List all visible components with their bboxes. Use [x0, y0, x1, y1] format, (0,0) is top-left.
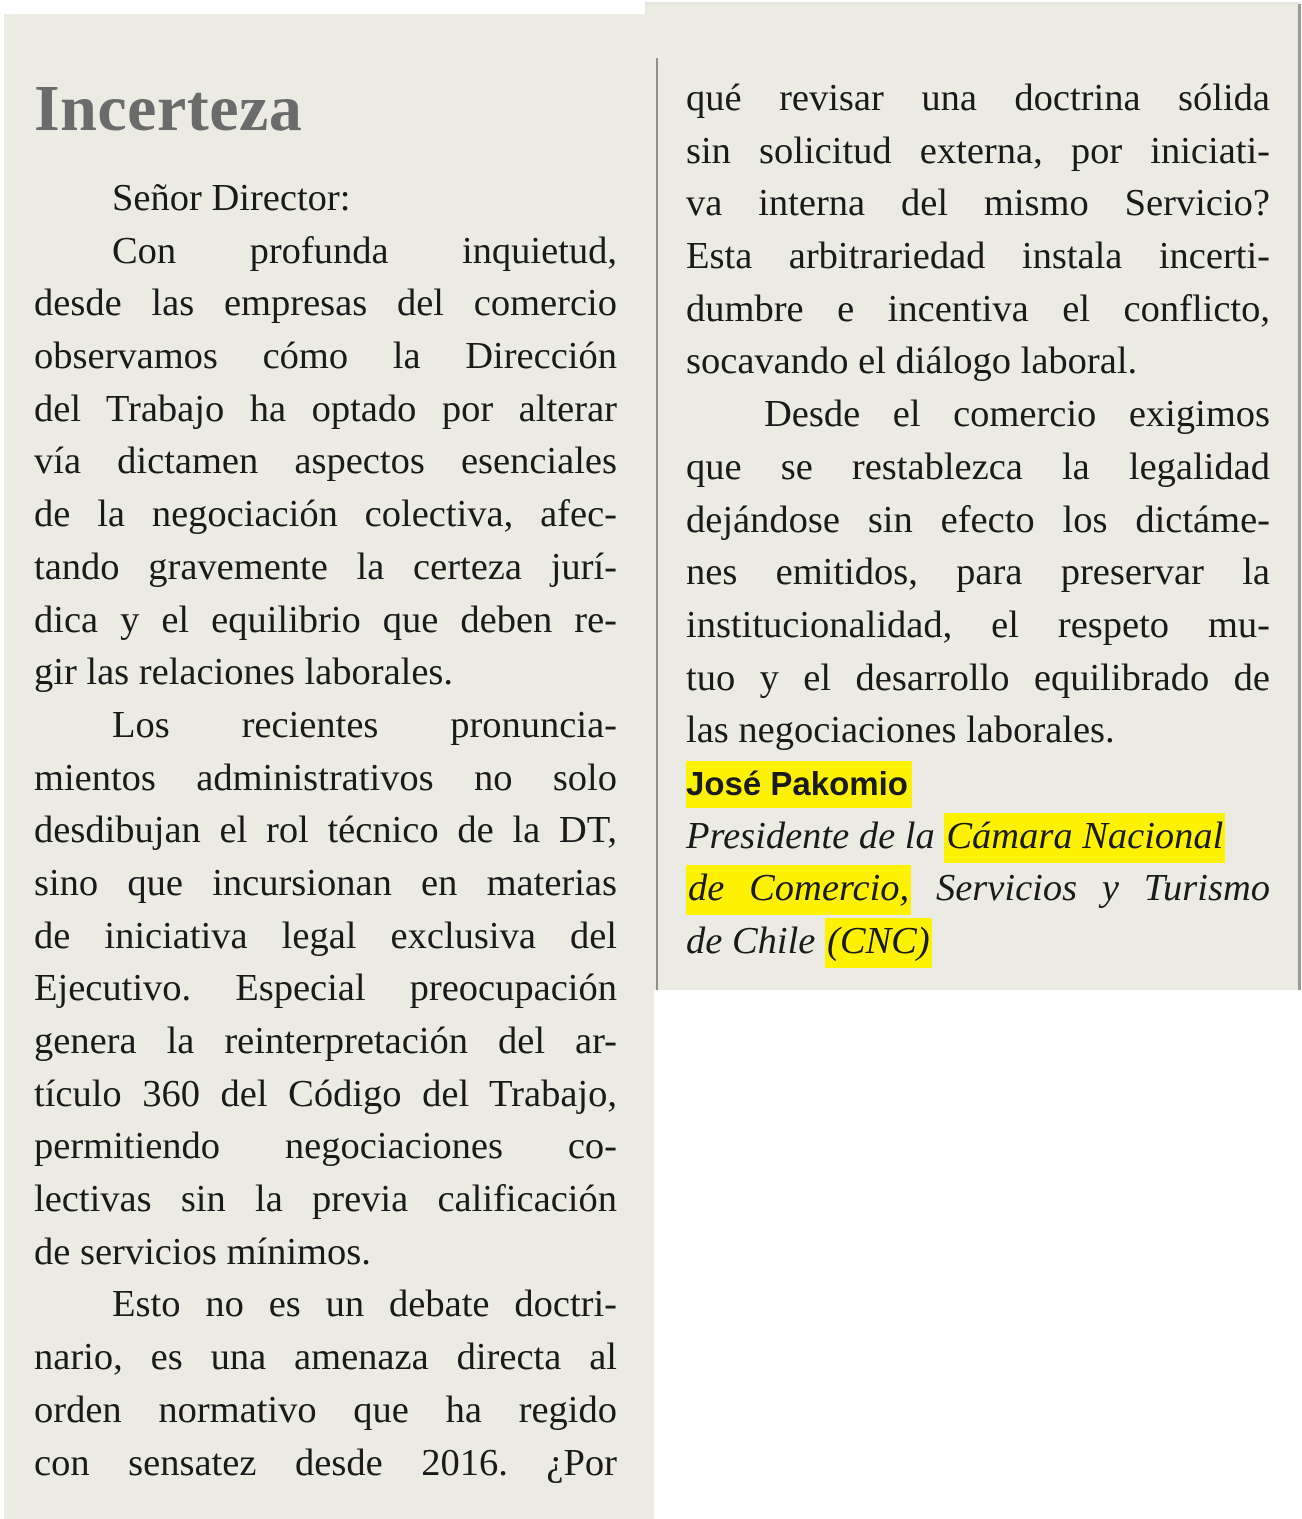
- text-line: Los recientes pronuncia-: [112, 703, 617, 746]
- text-line: las negociaciones laborales.: [686, 709, 1115, 752]
- role-text: Servicios y Turismo: [911, 867, 1271, 910]
- text-line: orden normativo que ha regido: [34, 1388, 617, 1431]
- text-line: Desde el comercio exigimos: [764, 393, 1270, 436]
- text-line: institucionalidad, el respeto mu-: [686, 603, 1270, 646]
- signature-name-line: [686, 757, 1270, 810]
- text-line: socavando el diálogo laboral.: [686, 340, 1138, 383]
- role-highlight: Cámara Nacional: [944, 813, 1225, 863]
- text-line: dumbre e incentiva el conflicto,: [686, 287, 1270, 330]
- text-line: nario, es una amenaza directa al: [34, 1336, 617, 1379]
- text-line: permitiendo negociaciones co-: [34, 1125, 617, 1168]
- text-line: qué revisar una doctrina sólida: [686, 77, 1270, 119]
- text-line: Con profunda inquietud,: [112, 229, 617, 272]
- role-text: de Chile: [686, 920, 825, 962]
- clipping-top-edge: [645, 2, 1300, 5]
- signature-role-line-3: [686, 915, 1270, 968]
- role-text: Presidente de la: [686, 814, 945, 857]
- text-line: lectivas sin la previa calificación: [34, 1178, 617, 1221]
- text-line: tando gravemente la certeza jurí-: [34, 545, 617, 588]
- text-line: Ejecutivo. Especial preocupación: [34, 967, 617, 1010]
- text-line: mientos administrativos no solo: [34, 756, 617, 799]
- text-line: del Trabajo ha optado por alterar: [34, 387, 617, 430]
- text-line: sino que incursionan en materias: [34, 861, 617, 904]
- role-highlight: (CNC): [825, 918, 932, 968]
- clipping-right-edge: [1298, 4, 1301, 990]
- text-line: genera la reinterpretación del ar-: [34, 1020, 617, 1062]
- text-line: de iniciativa legal exclusiva del: [34, 914, 617, 957]
- text-line: nes emitidos, para preservar la: [686, 551, 1270, 594]
- text-line: desde las empresas del comercio: [34, 282, 617, 325]
- text-line: sin solicitud externa, por iniciati-: [686, 129, 1270, 172]
- text-line: dica y el equilibrio que deben re-: [34, 598, 617, 641]
- text-line: que se restablezca la legalidad: [686, 445, 1270, 488]
- text-line: vía dictamen aspectos esenciales: [34, 440, 617, 483]
- right-column-body: [686, 72, 1270, 968]
- role-highlight: de Comercio,: [686, 865, 911, 915]
- text-line: tículo 360 del Código del Trabajo,: [34, 1072, 617, 1115]
- text-line: tuo y el desarrollo equilibrado de: [686, 656, 1270, 699]
- text-line: dejándose sin efecto los dictáme-: [686, 498, 1270, 541]
- signature-role-line-2: [686, 862, 1270, 915]
- text-line: gir las relaciones laborales.: [34, 651, 454, 694]
- text-line: desdibujan el rol técnico de la DT,: [34, 809, 617, 852]
- signature-name: José Pakomio: [686, 761, 912, 808]
- left-column-body: [34, 172, 617, 1489]
- text-line: de servicios mínimos.: [34, 1230, 371, 1273]
- text-line: va interna del mismo Servicio?: [686, 182, 1270, 225]
- right-column-text: [686, 72, 1270, 757]
- column-divider: [656, 58, 658, 990]
- signature-role-line-1: [686, 810, 1270, 863]
- text-line: Señor Director:: [112, 177, 351, 219]
- article-title: Incerteza: [34, 72, 303, 145]
- text-line: observamos cómo la Dirección: [34, 335, 617, 378]
- text-line: Esta arbitrariedad instala incerti-: [686, 235, 1270, 278]
- text-line: de la negociación colectiva, afec-: [34, 493, 617, 536]
- text-line: con sensatez desde 2016. ¿Por: [34, 1441, 617, 1484]
- text-line: Esto no es un debate doctri-: [112, 1283, 617, 1326]
